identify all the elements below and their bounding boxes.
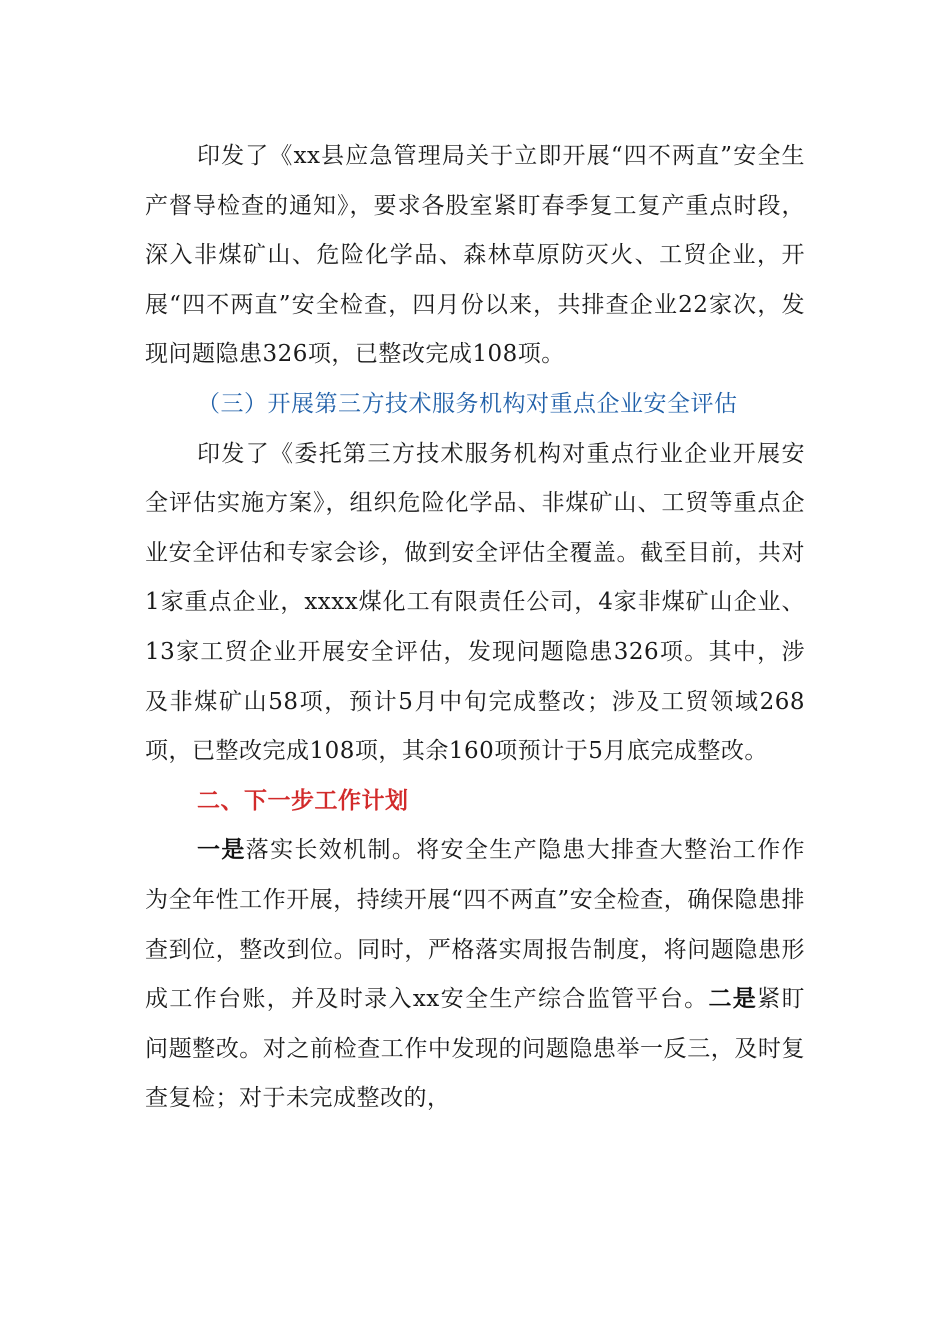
plan-text-two: 紧盯问题整改。对之前检查工作中发现的问题隐患举一反三，及时复查复检；对于未完成整改的， (145, 986, 806, 1112)
document-body (145, 132, 805, 1124)
plan-lead-one: 一是 (197, 837, 246, 864)
paragraph-inspection-notice: 印发了《xx县应急管理局关于立即开展“四不两直”安全生产督导检查的通知》，要求各股室紧盯春季复工复产重点时段，深入非煤矿山、危险化学品、森林草原防灭火、工贸企业，开展“四不两直”安全检查，四月份以来，共排查企业22家次，发现问题隐患326项，已整改完成108项。 (145, 143, 805, 368)
section-heading-next-steps: 二、下一步工作计划 (197, 787, 409, 814)
paragraph-assessment-plan: 印发了《委托第三方技术服务机构对重点行业企业开展安全评估实施方案》，组织危险化学品、非煤矿山、工贸等重点企业安全评估和专家会诊，做到安全评估全覆盖。截至目前，共对1家重点企业，xxxx煤化工有限责任公司，4家非煤矿山企业、13家工贸企业开展安全评估，发现问题隐患326项。其中，涉及非煤矿山58项，预计5月中旬完成整改；涉及工贸领域268项，已整改完成108项，其余160项预计于5月底完成整改。 (145, 440, 805, 765)
plan-lead-two: 二是 (708, 986, 758, 1013)
section-heading-third-party-assessment: （三）开展第三方技术服务机构对重点企业安全评估 (197, 390, 738, 417)
plan-text-one: 落实长效机制。将安全生产隐患大排查大整治工作作为全年性工作开展，持续开展“四不两直”安全检查，确保隐患排查到位，整改到位。同时，严格落实周报告制度，将问题隐患形成工作台账，并及时录入xx安全生产综合监管平台。 (145, 837, 806, 1013)
paragraph-work-plan (145, 826, 805, 1124)
